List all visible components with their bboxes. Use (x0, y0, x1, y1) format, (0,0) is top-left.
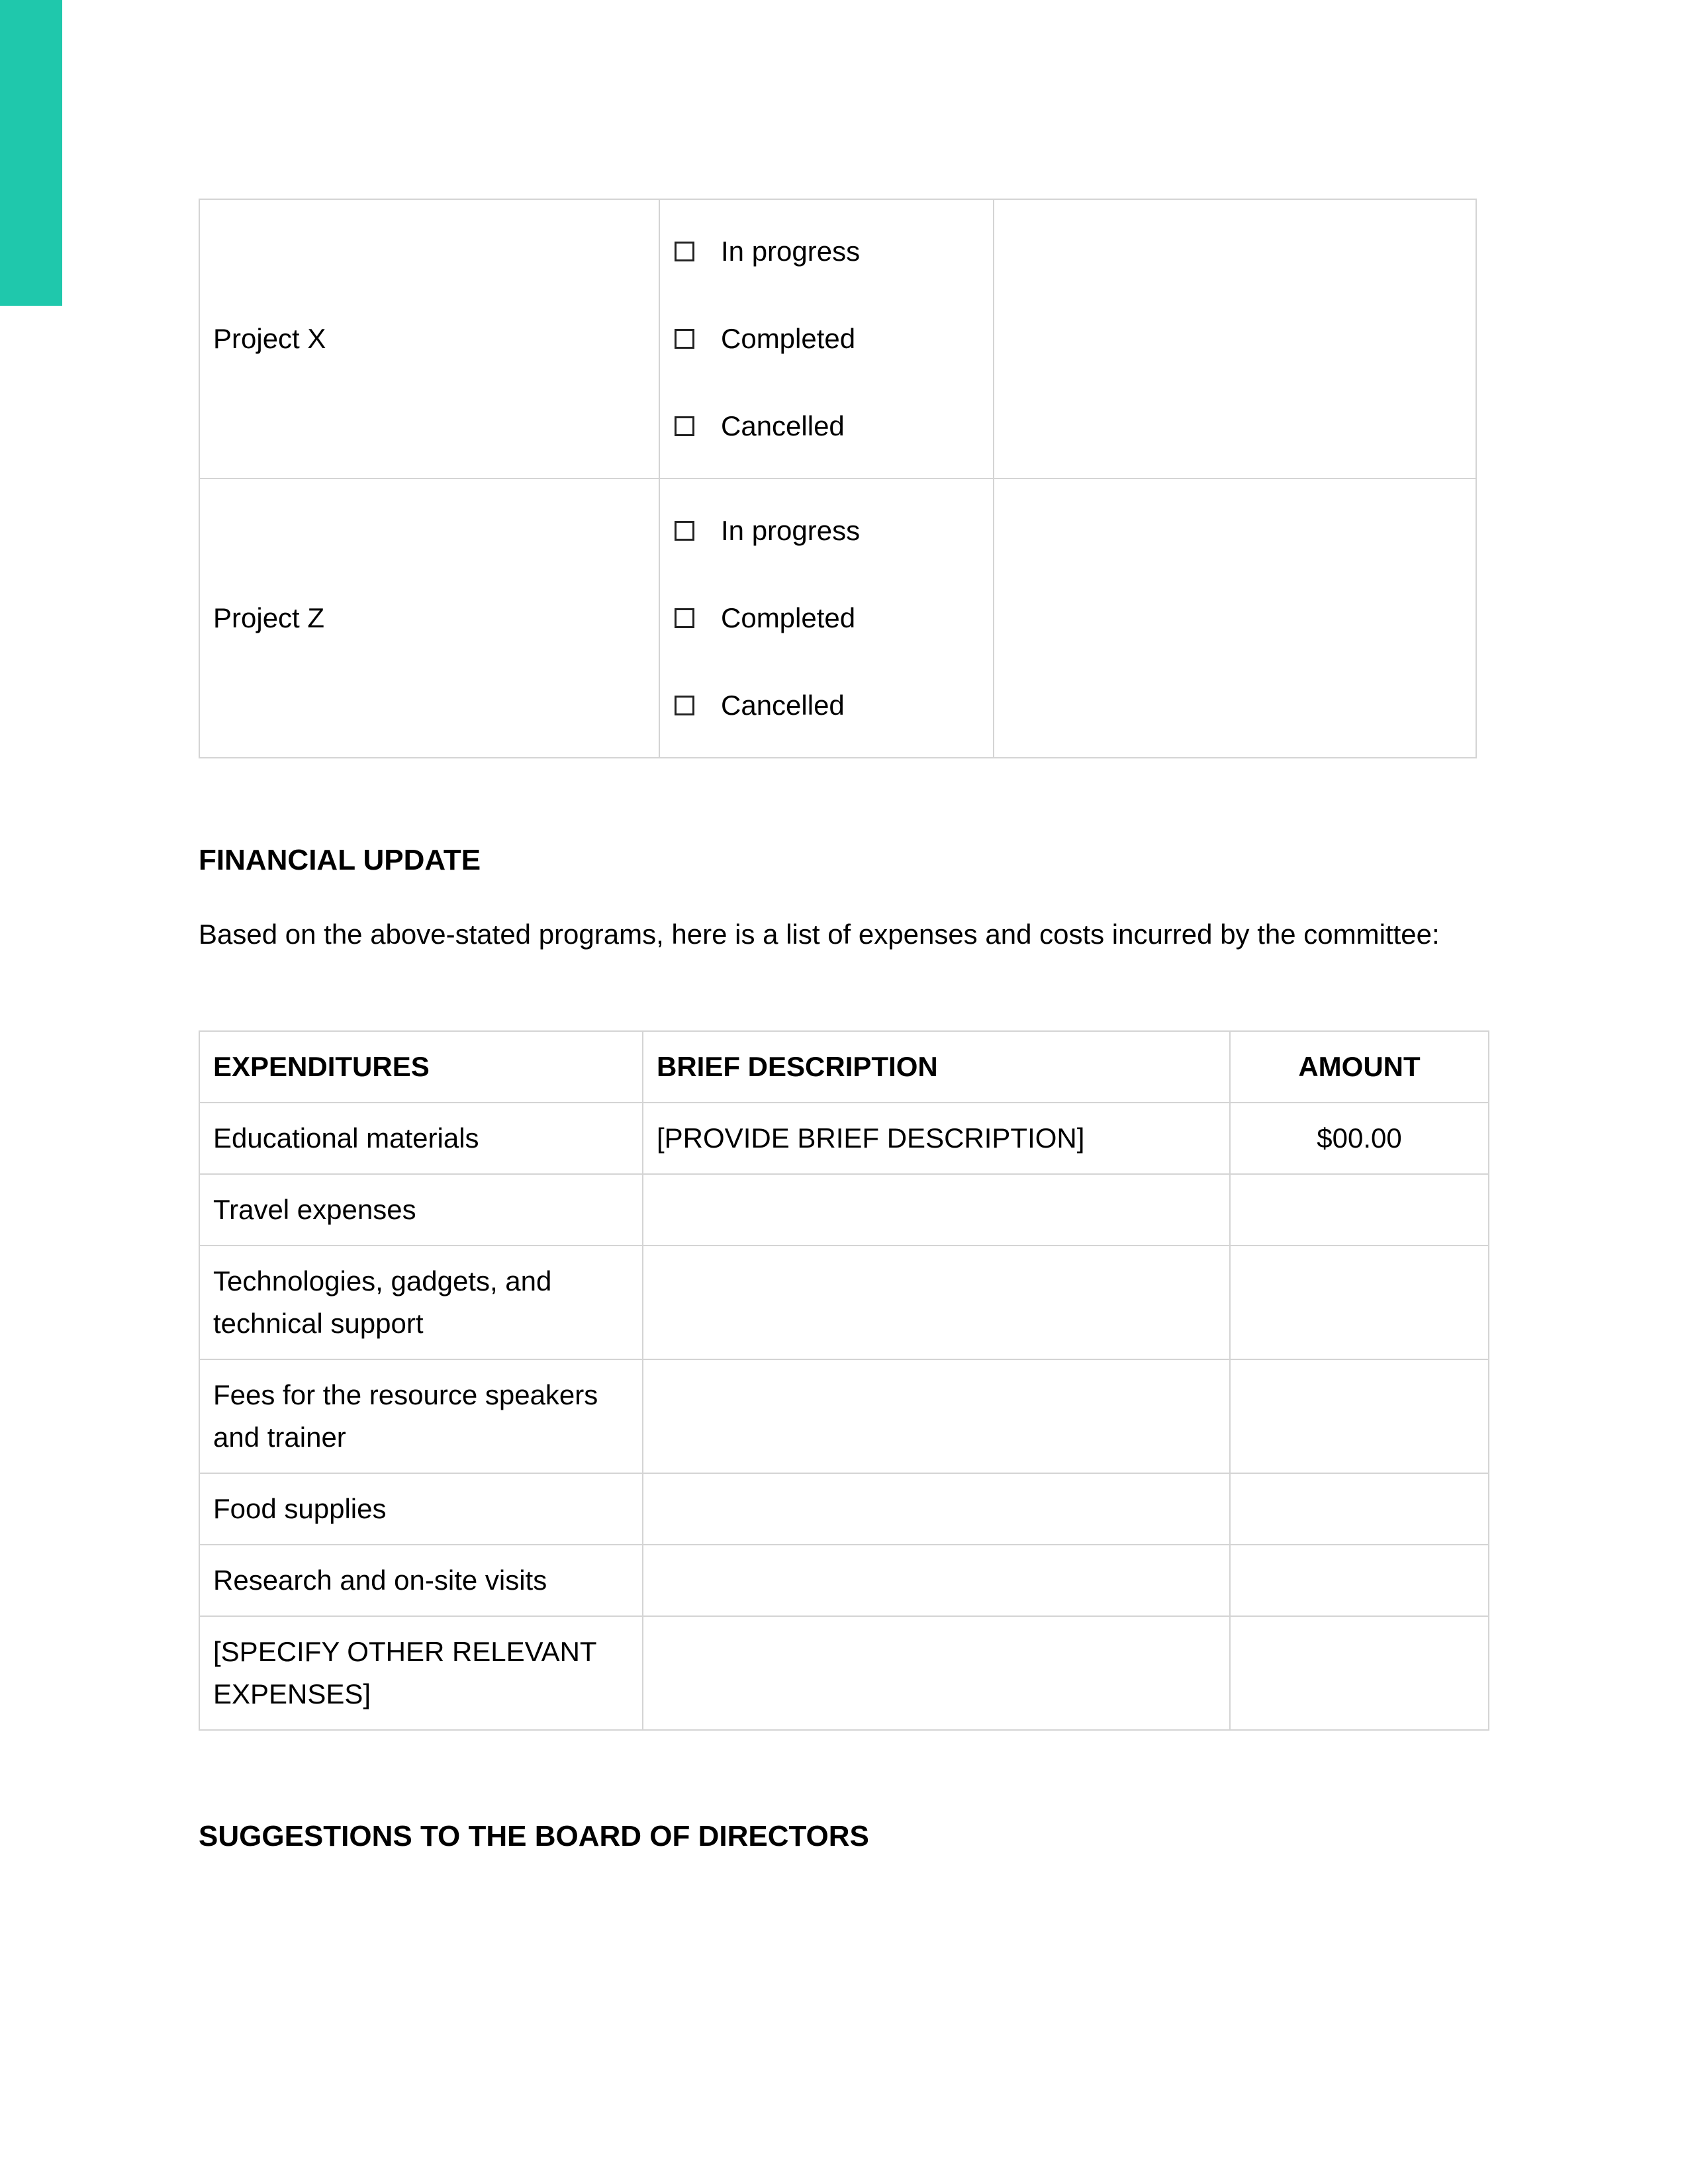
checkbox[interactable] (675, 521, 694, 541)
expense-amount[interactable] (1230, 1473, 1489, 1545)
table-header-row (199, 1031, 1489, 1103)
table-row (199, 1103, 1489, 1174)
option-label: Cancelled (721, 410, 845, 441)
checkbox[interactable] (675, 329, 694, 349)
expense-description[interactable] (643, 1545, 1230, 1616)
option-label: Cancelled (721, 690, 845, 721)
table-row (199, 1246, 1489, 1359)
status-option[interactable] (660, 574, 993, 662)
project-status-table (199, 199, 1477, 758)
project-notes[interactable] (994, 478, 1476, 758)
expense-amount[interactable] (1230, 1616, 1489, 1730)
project-name: Project Z (199, 478, 659, 758)
expense-item: [SPECIFY OTHER RELEVANT EXPENSES] (199, 1616, 643, 1730)
accent-bar (0, 0, 62, 306)
expense-amount[interactable] (1230, 1246, 1489, 1359)
project-notes[interactable] (994, 199, 1476, 478)
column-header: EXPENDITURES (199, 1031, 643, 1103)
table-row (199, 1473, 1489, 1545)
checkbox[interactable] (675, 416, 694, 436)
expense-amount[interactable] (1230, 1174, 1489, 1246)
table-row (199, 1174, 1489, 1246)
option-label: In progress (721, 515, 861, 546)
expense-amount[interactable] (1230, 1359, 1489, 1473)
status-option[interactable] (660, 295, 993, 383)
expense-description[interactable] (643, 1359, 1230, 1473)
financial-intro: Based on the above-stated programs, here is a list of expenses and costs incurred by the committee: (199, 919, 1440, 950)
status-option[interactable] (660, 383, 993, 470)
expense-item: Educational materials (199, 1103, 643, 1174)
expense-amount[interactable]: $00.00 (1230, 1103, 1489, 1174)
table-row (199, 1616, 1489, 1730)
expense-description[interactable] (643, 1174, 1230, 1246)
option-label: In progress (721, 236, 861, 267)
column-header: AMOUNT (1230, 1031, 1489, 1103)
option-label: Completed (721, 323, 856, 354)
table-row (199, 478, 1476, 758)
expense-item: Research and on-site visits (199, 1545, 643, 1616)
expense-item: Technologies, gadgets, and technical support (199, 1246, 643, 1359)
expense-item: Travel expenses (199, 1174, 643, 1246)
expense-item: Fees for the resource speakers and trainer (199, 1359, 643, 1473)
suggestions-heading: SUGGESTIONS TO THE BOARD OF DIRECTORS (199, 1820, 869, 1852)
expense-amount[interactable] (1230, 1545, 1489, 1616)
expenditure-table (199, 1030, 1489, 1731)
status-option[interactable] (660, 208, 993, 295)
status-option[interactable] (660, 662, 993, 749)
status-option[interactable] (660, 487, 993, 574)
project-name: Project X (199, 199, 659, 478)
expense-description[interactable] (643, 1473, 1230, 1545)
checkbox[interactable] (675, 696, 694, 715)
table-row (199, 1545, 1489, 1616)
expense-description[interactable] (643, 1616, 1230, 1730)
expense-item: Food supplies (199, 1473, 643, 1545)
column-header: BRIEF DESCRIPTION (643, 1031, 1230, 1103)
financial-update-heading: FINANCIAL UPDATE (199, 844, 481, 876)
checkbox[interactable] (675, 608, 694, 628)
table-row (199, 1359, 1489, 1473)
expense-description[interactable] (643, 1246, 1230, 1359)
status-options (659, 199, 994, 478)
expense-description[interactable]: [PROVIDE BRIEF DESCRIPTION] (643, 1103, 1230, 1174)
table-row (199, 199, 1476, 478)
status-options (659, 478, 994, 758)
checkbox[interactable] (675, 242, 694, 261)
option-label: Completed (721, 602, 856, 633)
